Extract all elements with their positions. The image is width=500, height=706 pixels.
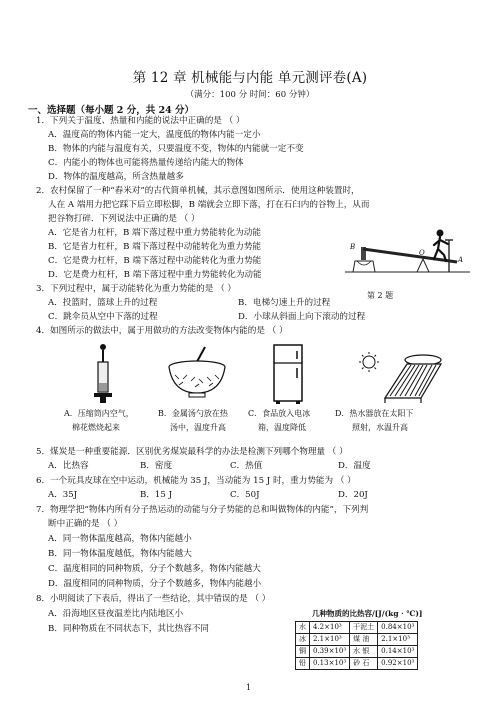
question-6-option-d: D．20J <box>338 490 368 500</box>
table-cell: 铜 <box>296 646 310 658</box>
table-cell: 干泥土 <box>350 622 378 634</box>
question-2-stem-line-2: 人在 A 端用力把它踩下后立即松脚，B 端就会立即下落，打在石臼内的谷物上，从而 <box>48 200 370 210</box>
question-1-stem: 1．下列关于温度、热量和内能的说法中正确的是 （ ） <box>36 116 245 126</box>
question-1-option-d: D．物体的温度越高，所含热量越多 <box>48 172 184 182</box>
question-3-option-d: D．小球从斜面上向下滚动的过程 <box>238 312 366 322</box>
question-5-option-c: C．热值 <box>230 461 263 471</box>
q4-caption-a-line-1: A．压缩筒内空气， <box>64 409 134 418</box>
soup-bowl-figure <box>165 345 230 400</box>
lever-figure <box>345 225 475 285</box>
question-2-option-a: A．它是省力杠杆，B 端下落过程中重力势能转化为动能 <box>48 228 261 238</box>
question-4-stem: 4．如图所示的做法中，属于用做功的方法改变物体内能的是 （ ） <box>36 326 288 336</box>
question-7-option-b: B．同一物体温度越低，物体内能越大 <box>48 549 192 559</box>
table-cell: 0.39×10³ <box>310 646 350 658</box>
table-cell: 0.13×10³ <box>310 658 350 670</box>
question-7-option-a: A．同一物体温度越高，物体内能越小 <box>48 534 192 544</box>
table-row <box>296 646 418 658</box>
refrigerator-icon <box>270 343 306 405</box>
question-5-option-d: D．温度 <box>338 461 371 471</box>
question-5-stem: 5．煤炭是一种重要能源．区别优劣煤炭最科学的办法是检测下列哪个物理量 （ ） <box>36 447 348 457</box>
question-1-option-c: C．内能小的物体也可能将热量传递给内能大的物体 <box>48 158 244 168</box>
question-5-option-a: A．比热容 <box>48 461 89 471</box>
question-5-option-b: B．密度 <box>140 461 173 471</box>
solar-water-heater-figure <box>355 350 445 405</box>
point-o-label: O <box>419 249 425 257</box>
q4-caption-d-line-2: 照射，水温升高 <box>352 423 408 432</box>
table-cell: 0.84×10³ <box>378 622 418 634</box>
question-2-option-b: B．它是省力杠杆，B 端下落过程中动能转化为重力势能 <box>48 242 262 252</box>
table-cell: 冰 <box>296 634 310 646</box>
point-b-label: B <box>350 243 356 251</box>
figure-2-caption: 第 2 题 <box>367 291 394 300</box>
question-3-option-b: B．电梯匀速上升的过程 <box>238 298 331 308</box>
solar-heater-icon <box>355 350 445 405</box>
question-2-option-c: C．它是费力杠杆，B 端下落过程中动能转化为重力势能 <box>48 256 262 266</box>
bowl-spoon-icon <box>165 345 230 400</box>
section-heading: 一、选择题（每小题 2 分，共 24 分） <box>28 105 195 116</box>
question-6-option-b: B．15 J <box>140 490 173 500</box>
table-cell: 水 <box>296 622 310 634</box>
question-6-option-a: A．35J <box>48 490 78 500</box>
question-8-stem: 8．小明阅读了下表后，得出了一些结论，其中错误的是 （ ） <box>36 594 271 604</box>
page-title: 第 12 章 机械能与内能 单元测评卷(A) <box>132 70 368 86</box>
syringe-icon <box>88 343 118 405</box>
question-3-option-c: C．跳伞员从空中下落的过程 <box>48 312 158 322</box>
q4-caption-d-line-1: D．热水器放在太阳下 <box>335 409 414 418</box>
table-cell: 0.14×10³ <box>378 646 418 658</box>
q4-caption-a-line-2: 棉花燃烧起来 <box>72 423 120 432</box>
table-cell: 2.1×10³ <box>378 634 418 646</box>
page-number: 1 <box>246 683 252 692</box>
specific-heat-table <box>295 621 418 670</box>
question-7-stem-line-1: 7．物理学把“物体内所有分子热运动的动能与分子势能的总和叫做物体的内能”，下列判 <box>36 505 369 515</box>
question-7-option-d: D．温度相同的同种物质，分子个数越多，物体内能越小 <box>48 579 262 589</box>
table-cell: 水 银 <box>350 646 378 658</box>
heat-table-title: 几种物质的比热容/[J/(kg · ℃)] <box>312 609 423 618</box>
point-a-label: A <box>458 256 464 264</box>
question-1-option-b: B．物体的内能与温度有关，只要温度不变，物体的内能就一定不变 <box>48 144 304 154</box>
question-7-stem-line-2: 断中正确的是 （ ） <box>48 519 123 529</box>
question-1-option-a: A．温度高的物体内能一定大，温度低的物体内能一定小 <box>48 130 261 140</box>
question-8-option-a: A．沿海地区昼夜温差比内陆地区小 <box>48 609 184 619</box>
exam-info: （满分：100 分 时间：60 分钟） <box>185 90 315 100</box>
table-row <box>296 658 418 670</box>
table-cell: 铅 <box>296 658 310 670</box>
rice-pounder-diagram <box>345 225 475 285</box>
table-cell: 0.92×10³ <box>378 658 418 670</box>
question-2-stem-line-3: 把谷物打碎．下列说法中正确的是 （ ） <box>48 214 200 224</box>
question-8-option-b: B．同种物质在不同状态下，其比热容不同 <box>48 624 210 634</box>
q4-caption-b-line-2: 汤中，温度升高 <box>170 423 226 432</box>
q4-caption-c-line-1: C．食品放入电冰 <box>248 409 311 418</box>
table-cell: 砂 石 <box>350 658 378 670</box>
question-3-stem: 3．下列过程中，属于动能转化为重力势能的是 （ ） <box>36 284 236 294</box>
table-cell: 煤 油 <box>350 634 378 646</box>
table-row <box>296 622 418 634</box>
question-2-option-d: D．它是费力杠杆，B 端下落过程中重力势能转化为动能 <box>48 270 262 280</box>
question-7-option-c: C．温度相同的同种物质，分子个数越多，物体内能越大 <box>48 564 261 574</box>
question-2-stem-line-1: 2．农村保留了一种“舂米对”的古代简单机械，其示意图如图所示．使用这种装置时， <box>36 186 360 196</box>
question-3-option-a: A．投篮时，篮球上升的过程 <box>48 298 158 308</box>
q4-caption-b-line-1: B．金属汤勺放在热 <box>158 409 228 418</box>
air-compression-syringe-figure <box>88 343 118 405</box>
refrigerator-figure <box>270 343 306 405</box>
question-6-option-c: C．50J <box>230 490 260 500</box>
q4-caption-c-line-2: 箱，温度降低 <box>258 423 306 432</box>
table-row <box>296 634 418 646</box>
question-6-stem: 6．一个玩具皮球在空中运动，机械能为 35 J，当动能为 15 J 时，重力势能为 （ ） <box>36 476 356 486</box>
table-cell: 4.2×10³ <box>310 622 350 634</box>
table-cell: 2.1×10³ <box>310 634 350 646</box>
